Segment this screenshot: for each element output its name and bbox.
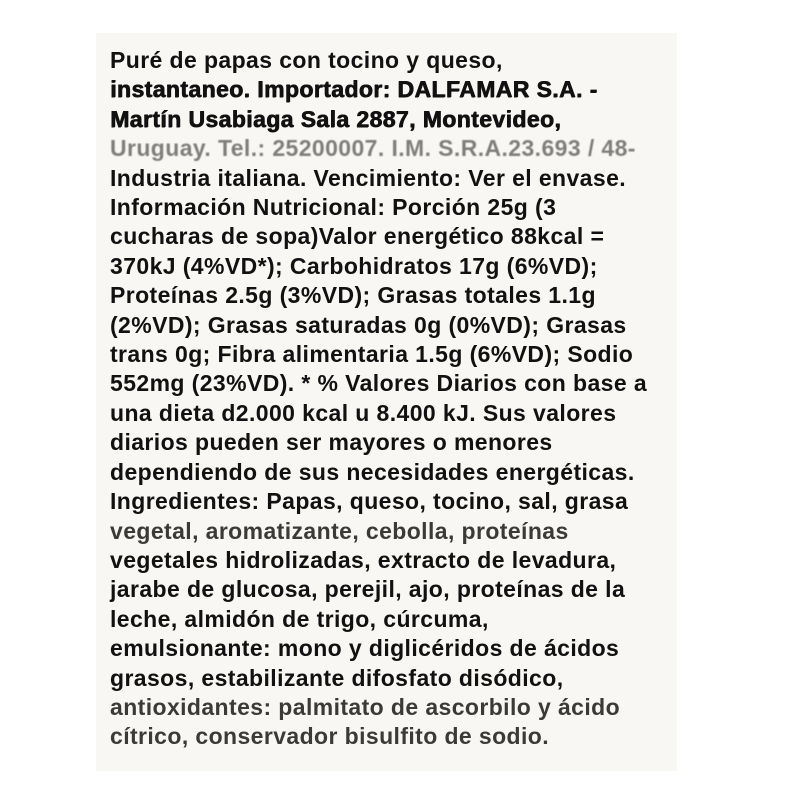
label-text-line: Uruguay. Tel.: 25200007. I.M. S.R.A.23.693 / 48- bbox=[110, 134, 636, 162]
product-label-scan bbox=[96, 33, 677, 771]
label-text-line: (2%VD); Grasas saturadas 0g (0%VD); Grasas bbox=[110, 311, 627, 338]
label-text-line: Proteínas 2.5g (3%VD); Grasas totales 1.1g bbox=[110, 281, 596, 309]
label-text-line: Información Nutricional: Porción 25g (3 bbox=[110, 193, 557, 221]
label-text-line: leche, almidón de trigo, cúrcuma, bbox=[110, 605, 489, 632]
label-text-line: Puré de papas con tocino y queso, bbox=[110, 46, 503, 74]
label-text-line: Industria italiana. Vencimiento: Ver el envase. bbox=[110, 164, 627, 191]
label-text-line: vegetal, aromatizante, cebolla, proteínas bbox=[110, 517, 569, 544]
label-text-line: jarabe de glucosa, perejil, ajo, proteínas de la bbox=[110, 576, 626, 603]
label-text-line: Ingredientes: Papas, queso, tocino, sal, grasa bbox=[110, 487, 629, 515]
label-text-line: instantaneo. Importador: DALFAMAR S.A. - bbox=[110, 76, 598, 103]
label-text-line: cucharas de sopa)Valor energético 88kcal = bbox=[110, 223, 605, 250]
label-text-line: 370kJ (4%VD*); Carbohidratos 17g (6%VD); bbox=[110, 252, 598, 280]
label-text-line: diarios pueden ser mayores o menores bbox=[110, 429, 553, 456]
label-text-line: dependiendo de sus necesidades energéticas. bbox=[110, 458, 635, 485]
label-text-line: grasos, estabilizante difosfato disódico, bbox=[110, 664, 564, 691]
label-text-line: vegetales hidrolizadas, extracto de levadura, bbox=[110, 546, 617, 574]
label-text-line: trans 0g; Fibra alimentaria 1.5g (6%VD); Sodio bbox=[110, 340, 634, 368]
label-text-line: Martín Usabiaga Sala 2887, Montevideo, bbox=[110, 105, 562, 133]
label-text-line: 552mg (23%VD). * % Valores Diarios con base a bbox=[110, 370, 648, 397]
label-text-line: emulsionante: mono y diglicéridos de ácidos bbox=[110, 634, 620, 662]
label-text-line: antioxidantes: palmitato de ascorbilo y ácido bbox=[110, 693, 621, 721]
label-text-line: cítrico, conservador bisulfito de sodio. bbox=[110, 723, 550, 750]
label-text-line: una dieta d2.000 kcal u 8.400 kJ. Sus valores bbox=[110, 399, 617, 427]
